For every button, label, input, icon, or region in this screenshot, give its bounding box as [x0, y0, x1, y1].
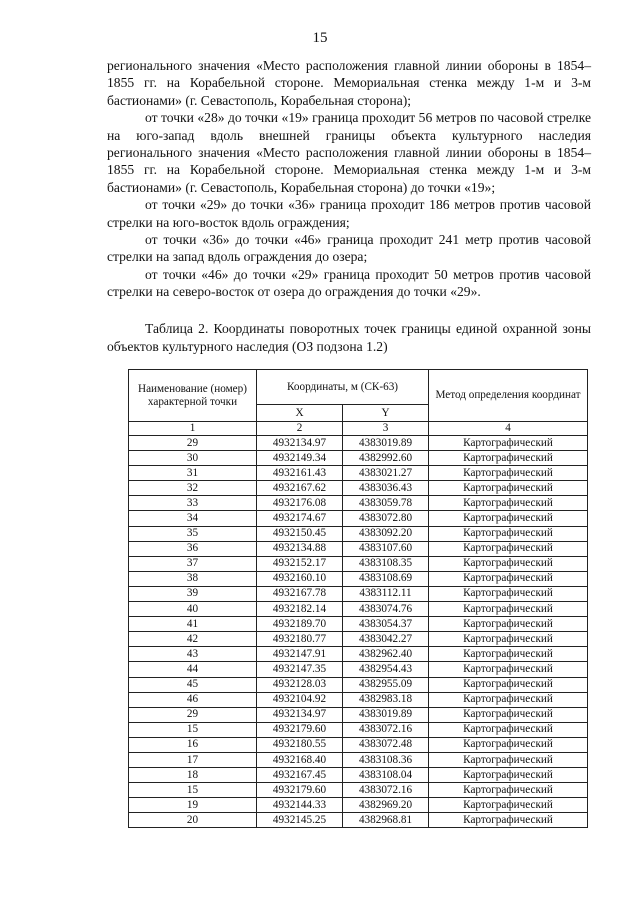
x-coordinate-cell: 4932150.45	[257, 526, 343, 541]
y-coordinate-cell: 4382969.20	[343, 798, 429, 813]
y-coordinate-cell: 4383108.36	[343, 752, 429, 767]
paragraph-5: от точки «46» до точки «29» граница проходит 50 метров против часовой стрелки на северо-восток от озера до ограждения до точки «29».	[107, 266, 591, 300]
table-row	[129, 737, 588, 752]
x-coordinate-cell: 4932168.40	[257, 752, 343, 767]
header-method: Метод определения координат	[429, 370, 588, 422]
method-cell: Картографический	[429, 783, 588, 798]
y-coordinate-cell: 4383074.76	[343, 602, 429, 617]
table-row	[129, 662, 588, 677]
point-number-cell: 43	[129, 647, 257, 662]
paragraph-3: от точки «29» до точки «36» граница проходит 186 метров против часовой стрелки на юго-восток вдоль ограждения;	[107, 197, 591, 230]
x-coordinate-cell: 4932179.60	[257, 783, 343, 798]
x-coordinate-cell: 4932149.34	[257, 451, 343, 466]
point-number-cell: 40	[129, 602, 257, 617]
point-number-cell: 46	[129, 692, 257, 707]
table-row	[129, 602, 588, 617]
y-coordinate-cell: 4383108.04	[343, 768, 429, 783]
method-cell: Картографический	[429, 677, 588, 692]
x-coordinate-cell: 4932147.35	[257, 662, 343, 677]
y-coordinate-cell: 4383072.80	[343, 511, 429, 526]
y-coordinate-cell: 4382992.60	[343, 451, 429, 466]
x-coordinate-cell: 4932134.97	[257, 436, 343, 451]
x-coordinate-cell: 4932160.10	[257, 571, 343, 586]
point-number-cell: 29	[129, 707, 257, 722]
table-row	[129, 647, 588, 662]
y-coordinate-cell: 4382955.09	[343, 677, 429, 692]
table-row	[129, 798, 588, 813]
point-number-cell: 17	[129, 752, 257, 767]
y-coordinate-cell: 4383108.35	[343, 556, 429, 571]
y-coordinate-cell: 4383054.37	[343, 617, 429, 632]
y-coordinate-cell: 4383108.69	[343, 571, 429, 586]
x-coordinate-cell: 4932179.60	[257, 722, 343, 737]
method-cell: Картографический	[429, 798, 588, 813]
table-row	[129, 632, 588, 647]
method-cell: Картографический	[429, 496, 588, 511]
table-row	[129, 556, 588, 571]
header-point-name: Наименование (номер) характерной точки	[129, 370, 257, 422]
point-number-cell: 42	[129, 632, 257, 647]
table-row	[129, 692, 588, 707]
x-coordinate-cell: 4932176.08	[257, 496, 343, 511]
x-coordinate-cell: 4932147.91	[257, 647, 343, 662]
table-row	[129, 436, 588, 451]
table-row	[129, 586, 588, 601]
x-coordinate-cell: 4932189.70	[257, 617, 343, 632]
y-coordinate-cell: 4383092.20	[343, 526, 429, 541]
y-coordinate-cell: 4383072.16	[343, 783, 429, 798]
x-coordinate-cell: 4932134.97	[257, 707, 343, 722]
column-number: 1	[129, 422, 257, 436]
y-coordinate-cell: 4383072.48	[343, 737, 429, 752]
method-cell: Картографический	[429, 602, 588, 617]
method-cell: Картографический	[429, 647, 588, 662]
point-number-cell: 18	[129, 768, 257, 783]
x-coordinate-cell: 4932134.88	[257, 541, 343, 556]
method-cell: Картографический	[429, 737, 588, 752]
table-caption: Таблица 2. Координаты поворотных точек границы единой охранной зоны объектов культурного наследия (ОЗ подзона 1.2)	[107, 321, 591, 354]
column-number: 4	[429, 422, 588, 436]
x-coordinate-cell: 4932180.55	[257, 737, 343, 752]
point-number-cell: 19	[129, 798, 257, 813]
y-coordinate-cell: 4382983.18	[343, 692, 429, 707]
y-coordinate-cell: 4382968.81	[343, 813, 429, 828]
x-coordinate-cell: 4932144.33	[257, 798, 343, 813]
point-number-cell: 41	[129, 617, 257, 632]
x-coordinate-cell: 4932128.03	[257, 677, 343, 692]
point-number-cell: 20	[129, 813, 257, 828]
point-number-cell: 31	[129, 466, 257, 481]
body-text	[107, 57, 591, 301]
column-number: 3	[343, 422, 429, 436]
method-cell: Картографический	[429, 692, 588, 707]
header-x: X	[257, 405, 343, 422]
method-cell: Картографический	[429, 722, 588, 737]
table-row	[129, 466, 588, 481]
y-coordinate-cell: 4383021.27	[343, 466, 429, 481]
method-cell: Картографический	[429, 571, 588, 586]
method-cell: Картографический	[429, 436, 588, 451]
method-cell: Картографический	[429, 662, 588, 677]
table-row	[129, 541, 588, 556]
method-cell: Картографический	[429, 617, 588, 632]
x-coordinate-cell: 4932167.62	[257, 481, 343, 496]
y-coordinate-cell: 4383059.78	[343, 496, 429, 511]
table-row	[129, 617, 588, 632]
x-coordinate-cell: 4932161.43	[257, 466, 343, 481]
page-number: 15	[312, 30, 328, 46]
paragraph-1: регионального значения «Место расположения главной линии обороны в 1854–1855 гг. на Корабельной стороне. Мемориальная стенка между 1-м и 3-м бастионами» (г. Севастополь, Корабельная сторона);	[107, 58, 591, 108]
table-row	[129, 526, 588, 541]
y-coordinate-cell: 4383036.43	[343, 481, 429, 496]
table-row	[129, 511, 588, 526]
header-coordinates: Координаты, м (СК-63)	[257, 370, 429, 405]
point-number-cell: 32	[129, 481, 257, 496]
point-number-cell: 36	[129, 541, 257, 556]
x-coordinate-cell: 4932104.92	[257, 692, 343, 707]
table-row	[129, 813, 588, 828]
table-row	[129, 496, 588, 511]
point-number-cell: 15	[129, 722, 257, 737]
table-row	[129, 722, 588, 737]
point-number-cell: 33	[129, 496, 257, 511]
point-number-cell: 39	[129, 586, 257, 601]
point-number-cell: 30	[129, 451, 257, 466]
table-row	[129, 451, 588, 466]
method-cell: Картографический	[429, 752, 588, 767]
method-cell: Картографический	[429, 707, 588, 722]
table-row	[129, 768, 588, 783]
y-coordinate-cell: 4382962.40	[343, 647, 429, 662]
point-number-cell: 29	[129, 436, 257, 451]
y-coordinate-cell: 4383072.16	[343, 722, 429, 737]
method-cell: Картографический	[429, 632, 588, 647]
table-row	[129, 481, 588, 496]
point-number-cell: 16	[129, 737, 257, 752]
y-coordinate-cell: 4383042.27	[343, 632, 429, 647]
method-cell: Картографический	[429, 556, 588, 571]
method-cell: Картографический	[429, 526, 588, 541]
y-coordinate-cell: 4382954.43	[343, 662, 429, 677]
method-cell: Картографический	[429, 813, 588, 828]
y-coordinate-cell: 4383019.89	[343, 436, 429, 451]
method-cell: Картографический	[429, 541, 588, 556]
point-number-cell: 37	[129, 556, 257, 571]
point-number-cell: 45	[129, 677, 257, 692]
x-coordinate-cell: 4932180.77	[257, 632, 343, 647]
y-coordinate-cell: 4383107.60	[343, 541, 429, 556]
paragraph-2: от точки «28» до точки «19» граница проходит 56 метров по часовой стрелке на юго-запад вдоль внешней границы объекта культурного наследия регионального значения «Место расположения главной линии обороны в 1854–1855 гг. на Корабельной стороне. Мемориальная стенка между 1-м и 3-м бастионами» (г. Севастополь, Корабельная сторона) до точки «19»;	[107, 110, 591, 195]
table-body	[129, 436, 588, 828]
method-cell: Картографический	[429, 451, 588, 466]
x-coordinate-cell: 4932167.45	[257, 768, 343, 783]
x-coordinate-cell: 4932174.67	[257, 511, 343, 526]
header-y: Y	[343, 405, 429, 422]
point-number-cell: 38	[129, 571, 257, 586]
method-cell: Картографический	[429, 768, 588, 783]
table-row	[129, 571, 588, 586]
table-row	[129, 707, 588, 722]
x-coordinate-cell: 4932152.17	[257, 556, 343, 571]
point-number-cell: 35	[129, 526, 257, 541]
x-coordinate-cell: 4932167.78	[257, 586, 343, 601]
point-number-cell: 34	[129, 511, 257, 526]
method-cell: Картографический	[429, 586, 588, 601]
x-coordinate-cell: 4932182.14	[257, 602, 343, 617]
point-number-cell: 15	[129, 783, 257, 798]
table-row	[129, 677, 588, 692]
method-cell: Картографический	[429, 511, 588, 526]
paragraph-4: от точки «36» до точки «46» граница проходит 241 метр против часовой стрелки на запад вдоль ограждения до озера;	[107, 232, 591, 265]
y-coordinate-cell: 4383112.11	[343, 586, 429, 601]
point-number-cell: 44	[129, 662, 257, 677]
method-cell: Картографический	[429, 466, 588, 481]
coordinates-table	[128, 369, 588, 828]
x-coordinate-cell: 4932145.25	[257, 813, 343, 828]
table-row	[129, 752, 588, 767]
table-row	[129, 783, 588, 798]
method-cell: Картографический	[429, 481, 588, 496]
y-coordinate-cell: 4383019.89	[343, 707, 429, 722]
column-number: 2	[257, 422, 343, 436]
